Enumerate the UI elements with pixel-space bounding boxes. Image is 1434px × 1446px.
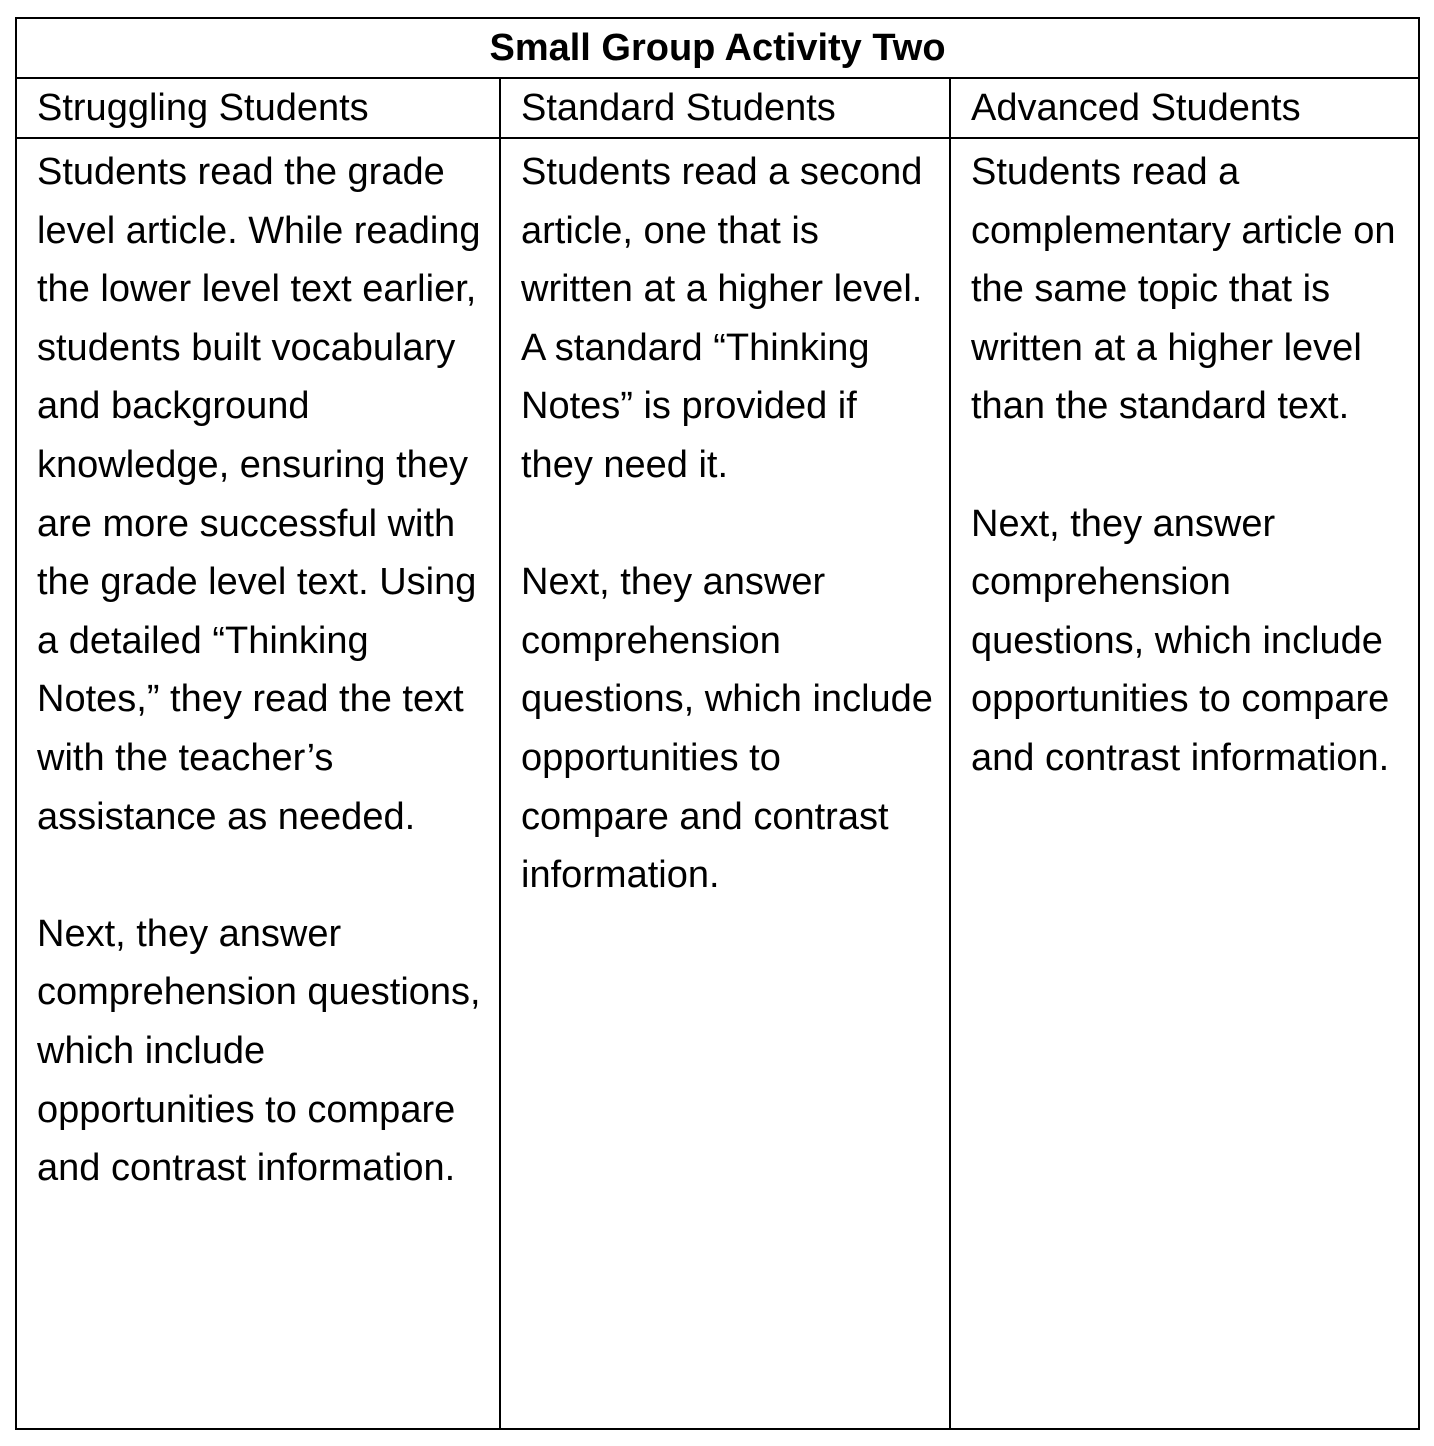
cell-struggling	[16, 138, 500, 1429]
activity-table	[15, 17, 1420, 1430]
cell-advanced	[950, 138, 1419, 1429]
column-header-advanced: Advanced Students	[950, 78, 1419, 138]
title-row	[16, 18, 1419, 78]
standard-paragraph-1: Students read a second article, one that is written at a higher level. A standard “Thinking Notes” is provided if they need it.	[521, 151, 923, 486]
header-row	[16, 78, 1419, 138]
cell-standard	[500, 138, 950, 1429]
struggling-paragraph-2: Next, they answer comprehension questions, which include opportunities to compare and contrast information.	[37, 912, 481, 1190]
advanced-paragraph-2: Next, they answer comprehension questions, which include opportunities to compare and contrast information.	[971, 502, 1390, 779]
advanced-paragraph-1: Students read a complementary article on the same topic that is written at a higher level than the standard text.	[971, 151, 1396, 428]
struggling-paragraph-1: Students read the grade level article. While reading the lower level text earlier, students built vocabulary and background knowledge, ensuring they are more successful with the grade level text. Using a detailed “Thinking Notes,” they read the text with the teacher’s assistance as needed.	[37, 151, 481, 838]
table-title: Small Group Activity Two	[16, 18, 1419, 78]
column-header-standard: Standard Students	[500, 78, 950, 138]
content-row	[16, 138, 1419, 1429]
standard-paragraph-2: Next, they answer comprehension questions, which include opportunities to compare and contrast information.	[521, 561, 933, 897]
column-header-struggling: Struggling Students	[16, 78, 500, 138]
